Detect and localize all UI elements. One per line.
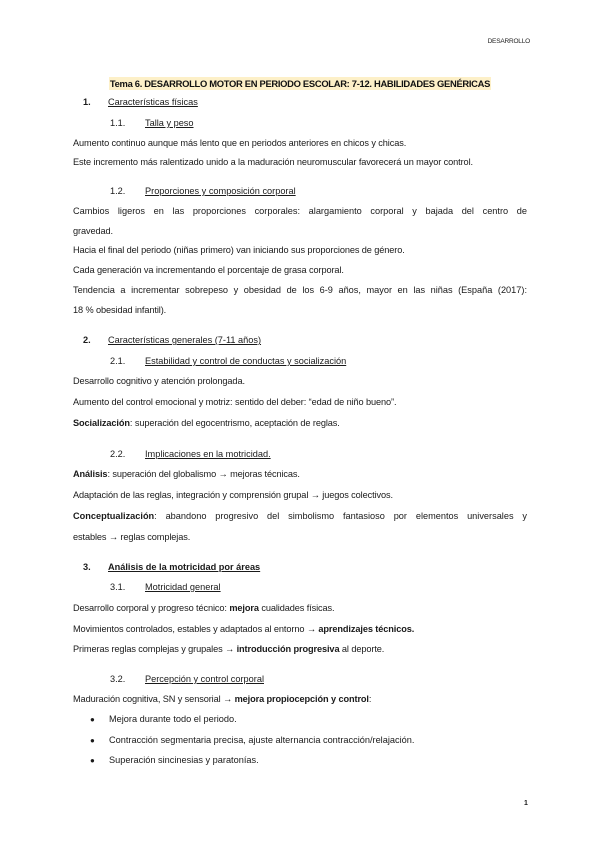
subsection-number: 1.1. (110, 118, 126, 128)
text-span: : (368, 694, 372, 704)
paragraph: Aumento continuo aunque más lento que en periodos anteriores en chicos y chicas. (73, 138, 407, 148)
bullet-icon: ● (90, 736, 95, 745)
subsection-title: Implicaciones en la motricidad. (145, 449, 271, 459)
section-heading-1 (83, 97, 198, 107)
subsection-title: Talla y peso (145, 118, 194, 128)
paragraph (73, 418, 340, 428)
text-span: Maduración cognitiva, SN y sensorial → (73, 694, 235, 704)
subsection-title: Percepción y control corporal (145, 674, 264, 684)
paragraph: Este incremento más ralentizado unido a la maduración neuromuscular favorecerá un mayor control. (73, 157, 473, 167)
section-title: Características físicas (108, 97, 198, 107)
paragraph: Tendencia a incrementar sobrepeso y obesidad de los 6-9 años, mayor en las niñas (España (2017): (73, 285, 527, 295)
section-number: 1. (83, 97, 91, 107)
document-title: Tema 6. DESARROLLO MOTOR EN PERIODO ESCOLAR: 7-12. HABILIDADES GENÉRICAS (109, 78, 491, 89)
text-span: : abandono progresivo del simbolismo fantasioso por elementos universales y (154, 511, 527, 521)
title-container (0, 74, 600, 92)
paragraph: estables → reglas complejas. (73, 532, 191, 542)
paragraph: Desarrollo cognitivo y atención prolongada. (73, 376, 245, 386)
bold-term: aprendizajes técnicos. (318, 624, 415, 634)
subsection-number: 2.2. (110, 449, 126, 459)
subsection-heading-2-1 (110, 356, 346, 366)
section-number: 2. (83, 335, 91, 345)
section-title: Características generales (7-11 años) (108, 335, 262, 345)
bullet-icon: ● (90, 756, 95, 765)
paragraph: Cada generación va incrementando el porcentaje de grasa corporal. (73, 265, 344, 275)
section-number: 3. (83, 562, 91, 572)
subsection-heading-3-2 (110, 674, 264, 684)
list-item (90, 735, 414, 745)
list-item-text: Mejora durante todo el periodo. (109, 714, 237, 724)
paragraph (73, 644, 384, 654)
text-span: : superación del egocentrismo, aceptación de reglas. (129, 418, 340, 428)
bold-term: mejora (229, 603, 259, 613)
paragraph (73, 511, 527, 521)
text-span: Desarrollo corporal y progreso técnico: (73, 603, 230, 613)
text-span: cualidades físicas. (258, 603, 335, 613)
paragraph: gravedad. (73, 226, 113, 236)
bold-term: mejora propiocepción y control (234, 694, 369, 704)
paragraph: Hacia el final del periodo (niñas primero) van iniciando sus proporciones de género. (73, 245, 405, 255)
subsection-title: Proporciones y composición corporal (145, 186, 296, 196)
subsection-heading-1-2 (110, 186, 296, 196)
bold-term: Conceptualización (73, 511, 155, 521)
list-item-text: Superación sincinesias y paratonías. (109, 755, 259, 765)
bold-term: Socialización (73, 418, 130, 428)
running-header: DESARROLLO (487, 38, 530, 45)
list-item-text: Contracción segmentaria precisa, ajuste alternancia contracción/relajación. (109, 735, 415, 745)
subsection-title: Motricidad general (145, 582, 221, 592)
bold-term: Análisis (73, 469, 108, 479)
text-span: al deporte. (339, 644, 385, 654)
subsection-heading-1-1 (110, 118, 194, 128)
text-span: Primeras reglas complejas y grupales → (73, 644, 237, 654)
paragraph (73, 469, 300, 479)
paragraph (73, 624, 414, 634)
paragraph (73, 694, 371, 704)
bullet-icon: ● (90, 715, 95, 724)
list-item (90, 714, 237, 724)
subsection-number: 3.1. (110, 582, 126, 592)
page-number: 1 (524, 800, 528, 807)
subsection-heading-3-1 (110, 582, 221, 592)
paragraph (73, 603, 335, 613)
section-heading-3 (83, 562, 260, 572)
subsection-number: 3.2. (110, 674, 126, 684)
list-item (90, 755, 259, 765)
text-span: : superación del globalismo → mejoras técnicas. (107, 469, 300, 479)
subsection-number: 1.2. (110, 186, 126, 196)
paragraph: Aumento del control emocional y motriz: sentido del deber: “edad de niño bueno”. (73, 397, 397, 407)
subsection-heading-2-2 (110, 449, 271, 459)
text-span: Movimientos controlados, estables y adaptados al entorno → (73, 624, 319, 634)
subsection-title: Estabilidad y control de conductas y socialización (145, 356, 347, 366)
paragraph: 18 % obesidad infantil). (73, 305, 167, 315)
bold-term: introducción progresiva (236, 644, 340, 654)
paragraph: Adaptación de las reglas, integración y comprensión grupal → juegos colectivos. (73, 490, 393, 500)
section-heading-2 (83, 335, 261, 345)
paragraph: Cambios ligeros en las proporciones corporales: alargamiento corporal y bajada del centro de (73, 206, 527, 216)
section-title: Análisis de la motricidad por áreas (108, 562, 261, 572)
subsection-number: 2.1. (110, 356, 126, 366)
